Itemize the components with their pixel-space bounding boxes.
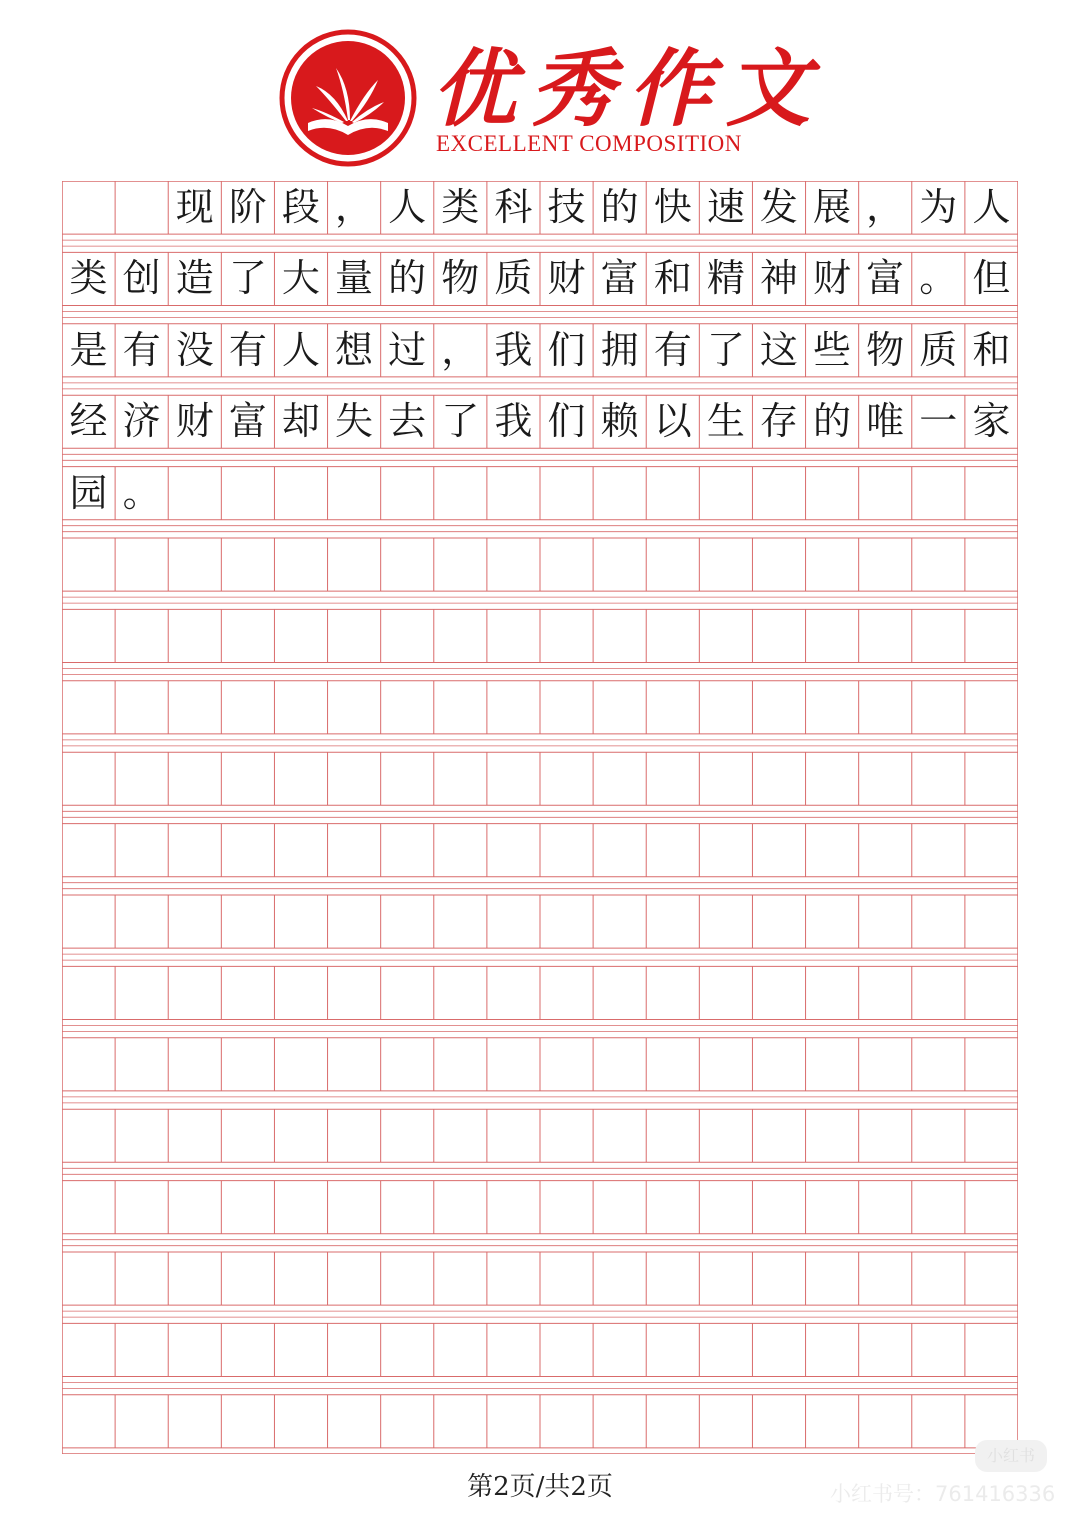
essay-character: 以 [653, 399, 692, 444]
essay-character: 有 [228, 327, 267, 372]
page-subtitle: EXCELLENT COMPOSITION [436, 131, 742, 156]
essay-character: 神 [759, 256, 798, 301]
essay-character: 富 [228, 399, 267, 444]
essay-character: 段 [281, 185, 320, 229]
essay-character: 。 [919, 256, 958, 301]
essay-character: 些 [813, 327, 852, 372]
essay-character: 去 [388, 399, 427, 444]
essay-character: 济 [122, 399, 161, 444]
essay-character: 阶 [228, 185, 267, 229]
essay-character: 们 [547, 327, 586, 372]
essay-character: 拥 [600, 327, 639, 372]
essay-character: 我 [494, 327, 533, 372]
essay-character: 却 [281, 399, 320, 444]
essay-character: 人 [281, 327, 320, 372]
essay-character: 失 [335, 399, 374, 444]
essay-character: ， [441, 327, 480, 372]
essay-character: 财 [175, 399, 214, 444]
essay-character: 现 [175, 185, 214, 229]
essay-character: 创 [122, 256, 161, 301]
essay-character: 物 [866, 327, 905, 372]
essay-character: 我 [494, 399, 533, 444]
page-number: 第2页/共2页 [467, 1472, 613, 1502]
essay-character: 和 [972, 327, 1011, 372]
essay-character: 财 [547, 256, 586, 301]
essay-character: 为 [919, 185, 958, 229]
open-book-leaves-icon [278, 28, 418, 168]
essay-character: 类 [441, 185, 480, 229]
essay-character: 富 [866, 256, 905, 301]
essay-character: ， [866, 185, 905, 229]
essay-character: 的 [813, 399, 852, 444]
essay-character: 生 [706, 399, 745, 444]
essay-character: 了 [706, 327, 745, 372]
essay-character: 们 [547, 399, 586, 444]
essay-character: 的 [600, 185, 639, 229]
essay-character: 赖 [600, 399, 639, 444]
essay-character: 。 [122, 470, 161, 515]
essay-character: 科 [494, 185, 533, 229]
watermark-id: 小红书号：761416336 [830, 1482, 1056, 1506]
essay-character: 展 [813, 185, 852, 229]
essay-character: 经 [69, 399, 108, 444]
essay-character: 一 [919, 399, 958, 444]
essay-character: 质 [494, 256, 533, 301]
essay-character: 质 [919, 327, 958, 372]
watermark-logo: 小红书 [975, 1440, 1047, 1472]
essay-character: 没 [175, 327, 214, 372]
essay-character: 存 [759, 399, 798, 444]
page-title: 优秀作文 [432, 39, 825, 138]
essay-character: 过 [388, 327, 427, 372]
essay-character: 造 [175, 256, 214, 301]
essay-character: 了 [228, 256, 267, 301]
essay-character: 这 [759, 327, 798, 372]
essay-character: 了 [441, 399, 480, 444]
essay-character: 类 [69, 256, 108, 301]
essay-character: 发 [759, 185, 798, 229]
essay-character: 有 [653, 327, 692, 372]
essay-character: 唯 [866, 399, 905, 444]
essay-character: 但 [972, 256, 1011, 301]
essay-character: 和 [653, 256, 692, 301]
essay-character: 精 [706, 256, 745, 301]
essay-character: 物 [441, 256, 480, 301]
essay-character: 园 [69, 470, 108, 515]
essay-character: 有 [122, 327, 161, 372]
essay-character: 大 [281, 256, 320, 301]
essay-character: 财 [813, 256, 852, 301]
essay-character: 家 [972, 399, 1011, 444]
essay-character: 快 [653, 185, 692, 229]
essay-character: 想 [335, 327, 374, 372]
essay-character: 人 [972, 185, 1011, 229]
essay-character: 技 [547, 185, 586, 229]
essay-character: ， [335, 185, 374, 229]
essay-character: 的 [388, 256, 427, 301]
essay-character: 是 [69, 327, 108, 372]
essay-character: 速 [706, 185, 745, 229]
essay-character: 人 [388, 185, 427, 229]
essay-character: 量 [335, 256, 374, 301]
essay-character: 富 [600, 256, 639, 301]
header [0, 0, 1080, 175]
